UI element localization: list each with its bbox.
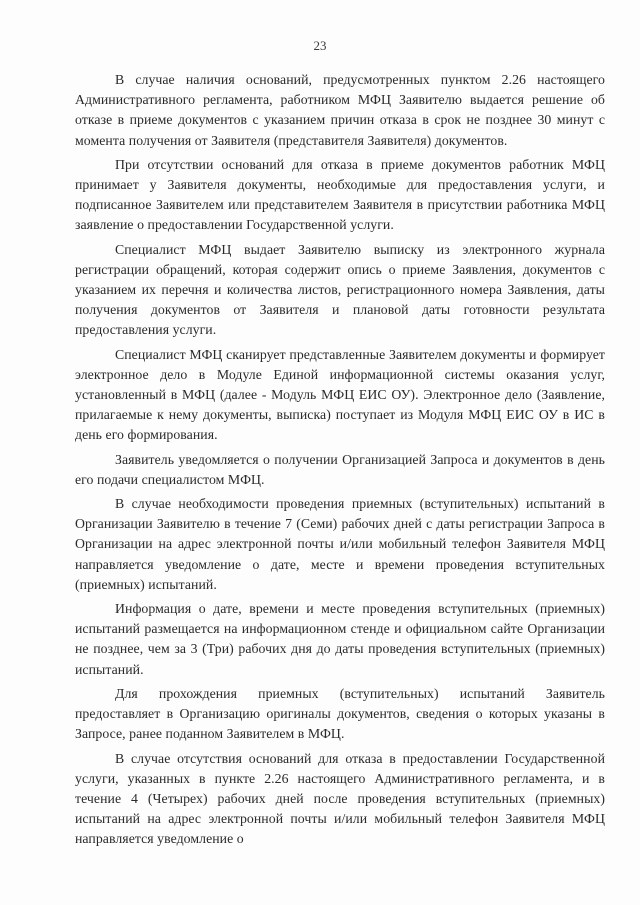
paragraph-notification: Заявитель уведомляется о получении Организацией Запроса и документов в день его подачи специалистом МФЦ. — [75, 451, 605, 487]
paragraph-entrance-tests: В случае необходимости проведения приемных (вступительных) испытаний в Организации Заявителю в течение 7 (Семи) рабочих дней с даты регистрации Запроса в Организации на адрес электронной почты и/или мобильный телефон Заявителя МФЦ направляется уведомление о дате, месте и времени проведения вступительных (приемных) испытаний. — [75, 496, 605, 592]
body-text — [75, 70, 605, 854]
paragraph-document-acceptance: При отсутствии оснований для отказа в приеме документов работник МФЦ принимает у Заявителя документы, необходимые для предоставления услуги, и подписанное Заявителем или представителем Заявителя в присутствии работника МФЦ заявление о предоставлении Государственной услуги. — [75, 156, 605, 233]
paragraph-no-refusal: В случае отсутствия оснований для отказа в предоставлении Государственной услуги, указанных в пункте 2.26 настоящего Административного регламента, и в течение 4 (Четырех) рабочих дней после проведения вступительных (приемных) испытаний на адрес электронной почты и/или мобильный телефон Заявителя МФЦ направляется уведомление о — [75, 750, 605, 847]
paragraph-scanning: Специалист МФЦ сканирует представленные Заявителем документы и формирует электронное дело в Модуле Единой информационной системы оказания услуг, установленный в МФЦ (далее - Модуль МФЦ ЕИС ОУ). Электронное дело (Заявление, прилагаемые к нему документы, выписка) поступает из Модуля МФЦ ЕИС ОУ в ИС в день его формирования. — [75, 346, 605, 443]
paragraph-refusal-grounds: В случае наличия оснований, предусмотренных пунктом 2.26 настоящего Административного регламента, работником МФЦ Заявителю выдается решение об отказе в приеме документов с указанием причин отказа в срок не позднее 30 минут с момента получения от Заявителя (представителя Заявителя) документов. — [75, 72, 605, 148]
page-number: 23 — [313, 38, 327, 53]
paragraph-test-info: Информация о дате, времени и месте проведения вступительных (приемных) испытаний размещается на информационном стенде и официальном сайте Организации не позднее, чем за 3 (Три) рабочих дня до даты проведения вступительных (приемных) испытаний. — [75, 601, 605, 677]
paragraph-originals: Для прохождения приемных (вступительных) испытаний Заявитель предоставляет в Организацию оригиналы документов, сведения о которых указаны в Запросе, ранее поданном Заявителем в МФЦ. — [75, 685, 605, 742]
paragraph-journal-extract: Специалист МФЦ выдает Заявителю выписку из электронного журнала регистрации обращений, которая содержит опись о приеме Заявления, документов с указанием их перечня и количества листов, регистрационного номера Заявления, даты получения документов от Заявителя и плановой даты готовности результата предоставления услуги. — [75, 241, 605, 338]
